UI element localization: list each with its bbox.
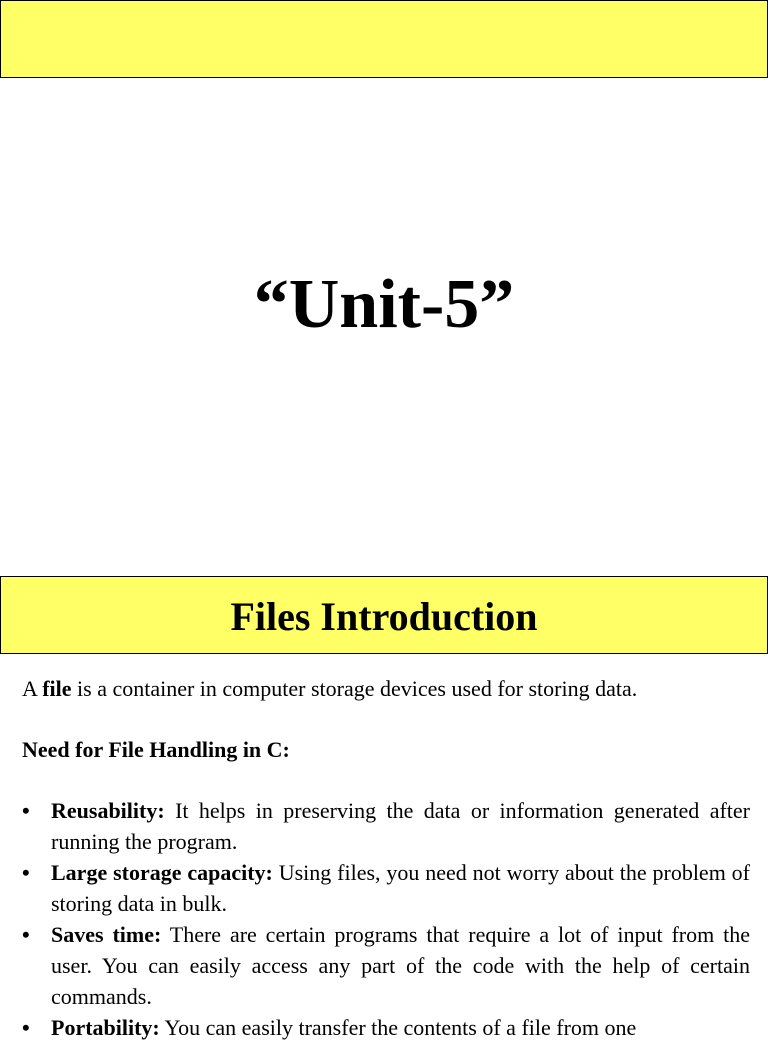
bullet-term: Portability: xyxy=(51,1015,160,1040)
bullet-icon: • xyxy=(22,798,30,823)
list-item xyxy=(22,1012,750,1043)
need-heading: Need for File Handling in C: xyxy=(22,737,290,762)
bullet-text: It helps in preserving the data or information generated after running the program. xyxy=(51,798,750,854)
bullet-text: You can easily transfer the contents of a file from one xyxy=(159,1015,637,1040)
intro-paragraph xyxy=(22,673,750,704)
bullet-icon: • xyxy=(22,860,30,885)
list-item xyxy=(22,795,750,857)
intro-suffix: is a container in computer storage devices used for storing data. xyxy=(71,676,638,701)
section-header-band xyxy=(0,576,768,654)
content-body xyxy=(22,673,750,1043)
bullet-list xyxy=(22,795,750,1043)
bullet-icon: • xyxy=(22,922,30,947)
bullet-text: There are certain programs that require a lot of input from the user. You can easily access any part of the code with the help of certain commands. xyxy=(51,922,750,1009)
bullet-text: Using files, you need not worry about the problem of storing data in bulk. xyxy=(51,860,750,916)
unit-title: “Unit-5” xyxy=(253,266,515,343)
list-item xyxy=(22,857,750,919)
bullet-term: Large storage capacity: xyxy=(51,860,273,885)
bullet-term: Saves time: xyxy=(51,922,162,947)
bullet-icon: • xyxy=(22,1015,30,1040)
top-header-band xyxy=(0,0,768,78)
bullet-term: Reusability: xyxy=(51,798,165,823)
intro-prefix: A xyxy=(22,676,43,701)
intro-bold-word: file xyxy=(42,676,72,701)
list-item xyxy=(22,919,750,1012)
section-title: Files Introduction xyxy=(230,594,538,639)
